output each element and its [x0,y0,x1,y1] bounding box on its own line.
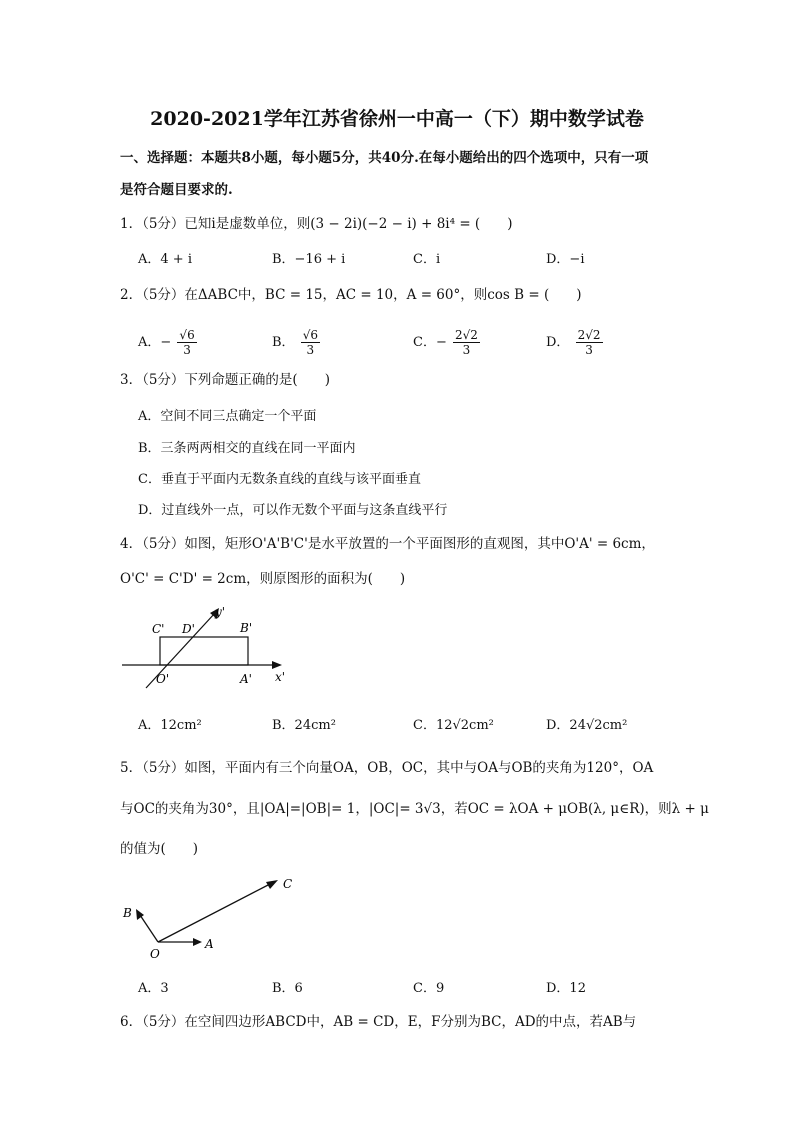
label-c: C' [152,622,165,636]
q1-option-b: B．−16 + i [272,252,346,267]
q2-option-d-fraction [576,328,603,357]
q1-option-d: D．−i [546,252,585,267]
q1-option-a: A．4 + i [138,252,192,267]
q2-option-b-numerator: √6 [302,328,318,342]
page-title: 2020-2021学年江苏省徐州一中高一（下）期中数学试卷 [150,108,644,130]
q2-option-d-denominator: 3 [585,343,593,357]
x-axis-arrow-icon [272,661,282,669]
label-a: A' [240,672,252,686]
vector-oc [158,884,270,942]
q5-option-d: D．12 [546,981,586,996]
q3-option-d: D．过直线外一点，可以作无数个平面与这条直线平行 [138,503,448,518]
label-a: A [205,937,214,951]
q4-figure [118,600,298,692]
q2-option-c-fraction [453,328,480,357]
q4-option-d: D．24√2cm² [546,718,628,733]
q5-option-c: C．9 [413,981,445,996]
q1-stem: 1．（5分）已知i是虚数单位，则(3 − 2i)(−2 − i) + 8i⁴ = ( ) [120,216,513,232]
label-b: B' [240,621,253,635]
q5-stem-line3: 的值为( ) [120,841,199,857]
q2-option-a-fraction [177,328,196,357]
q4-option-b: B．24cm² [272,718,336,733]
q2-option-a-denominator: 3 [183,343,191,357]
q2-option-a [138,328,197,357]
q2-option-d-label: D． [546,335,570,350]
q2-option-a-numerator: √6 [179,328,195,342]
arrow-a-icon [193,938,202,946]
arrow-c-icon [266,880,278,889]
q2-option-d [546,328,603,357]
label-d: D' [182,622,195,636]
label-c: C [283,877,293,891]
q5-stem-line1: 5．（5分）如图，平面内有三个向量OA，OB，OC，其中与OA与OB的夹角为120°，OA [120,760,654,776]
q2-option-a-label: A．− [138,335,172,350]
label-o: O' [156,672,170,686]
q2-option-d-numerator: 2√2 [577,328,601,342]
q5-option-a: A．3 [138,981,169,996]
label-b: B [123,906,132,920]
q2-option-c [413,328,480,357]
q2-option-b-denominator: 3 [306,343,315,357]
vector-ob [140,915,158,942]
q4-option-a: A．12cm² [138,718,202,733]
rectangle-oabc [160,637,248,665]
q3-option-b: B．三条两两相交的直线在同一平面内 [138,441,356,456]
q4-stem-line1: 4．（5分）如图，矩形O'A'B'C'是水平放置的一个平面图形的直观图，其中O'A' = 6cm， [120,536,655,552]
q3-option-a: A．空间不同三点确定一个平面 [138,409,317,424]
q1-option-c: C．i [413,252,441,267]
q2-option-c-numerator: 2√2 [454,328,478,342]
q2-stem: 2．（5分）在ΔABC中，BC = 15，AC = 10，A = 60°，则cos B = ( ) [120,287,582,303]
q2-option-c-denominator: 3 [462,343,471,357]
q3-stem: 3．（5分）下列命题正确的是( ) [120,372,330,388]
section-heading-line1: 一、选择题：本题共8小题，每小题5分，共40分.在每小题给出的四个选项中，只有一项 [120,150,649,166]
q4-option-c: C．12√2cm² [413,718,494,733]
q5-stem-line2: 与OC的夹角为30°，且|OA|=|OB|= 1，|OC|= 3√3，若OC = λOA + μOB(λ, μ∈R)，则λ + μ [120,801,709,817]
label-o: O [150,947,160,961]
q2-option-b [272,328,320,357]
section-heading-line2: 是符合题目要求的. [120,182,233,198]
label-x: x' [275,670,286,684]
q2-option-b-fraction [301,328,320,357]
q5-option-b: B．6 [272,981,303,996]
q2-option-b-label: B． [272,335,295,350]
q4-stem-line2: O'C' = C'D' = 2cm，则原图形的面积为( ) [120,571,406,587]
q2-option-c-label: C．− [413,335,447,350]
q6-stem: 6．（5分）在空间四边形ABCD中，AB = CD，E，F分别为BC，AD的中点，若AB与 [120,1014,637,1030]
q3-option-c: C．垂直于平面内无数条直线的直线与该平面垂直 [138,472,421,487]
q5-figure [118,870,308,962]
label-y: y' [215,605,226,619]
